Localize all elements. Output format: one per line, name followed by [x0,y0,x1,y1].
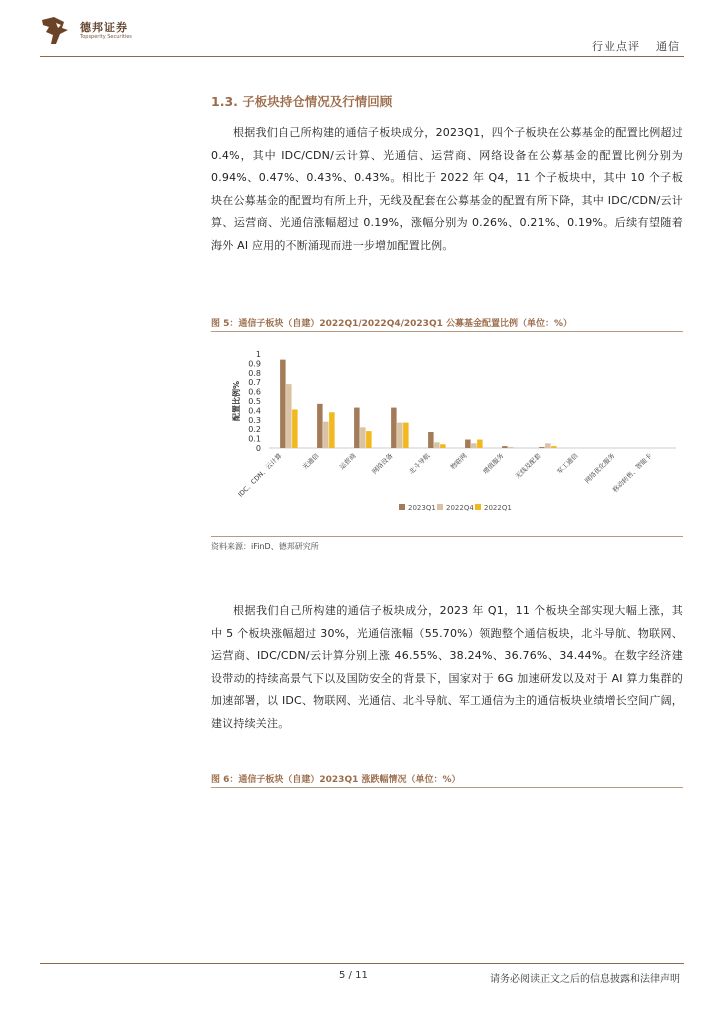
report-category [592,38,680,54]
report-type: 行业点评 [592,40,640,53]
header-divider [40,56,684,57]
bar-2022Q1 [551,446,557,448]
x-tick-label: 无线及配套 [513,451,543,481]
report-sector: 通信 [656,40,680,53]
y-tick-label: 0.5 [248,397,261,406]
y-tick-label: 1 [255,350,261,359]
x-tick-label: 移动转售、智能卡 [611,451,654,495]
logo-text-cn: 德邦证券 [80,21,128,34]
figure-5-source: 资料来源：iFinD、德邦研究所 [211,542,319,551]
footer-divider [40,963,684,964]
x-tick-label: 网络优化服务 [583,451,617,485]
figure-5-chart [211,338,683,533]
bar-2022Q4 [397,423,403,448]
figure-5-title-rule [211,331,683,332]
bar-2022Q4 [323,422,329,448]
bar-2023Q1 [502,446,508,448]
section-title: 1.3. 子板块持仓情况及行情回顾 [211,94,393,109]
y-tick-label: 0 [255,444,261,453]
page-number: 5 / 11 [339,970,368,981]
bar-2022Q1 [292,409,298,448]
body-paragraph-2 [211,600,683,735]
y-tick-label: 0.2 [248,425,261,435]
bar-2023Q1 [391,408,397,448]
bar-2023Q1 [465,440,471,448]
y-tick-label: 0.7 [248,378,261,388]
x-tick-label: 物联网 [449,451,469,472]
y-axis-label: 配置比例% [232,380,241,422]
y-tick-label: 0.1 [248,434,261,444]
y-tick-label: 0.4 [248,406,261,416]
bar-2023Q1 [428,432,434,448]
figure-6-title-rule [211,787,683,788]
paragraph-1-text: 根据我们自己所构建的通信子板块成分，2023Q1，四个子板块在公募基金的配置比例超过 0.4%，其中 IDC/CDN/云计算、光通信、运营商、网络设备在公募基金的配置比例分别为 0.94%、0.47%、0.43%、0.43%。相比于 2022 年 Q4，11 个子板块中，其中 10 个子板块在公募基金的配置均有所上升，无线及配套在公募基金的配置有所下降，其中 IDC/CDN/云计算、运营商、光通信涨幅超过 0.19%，涨幅分别为 0.26%、0.21%、0.19%。后续有望随着海外 AI 应用的不断涌现而进一步增加配置比例。 [211,126,683,252]
x-tick-label: 光通信 [301,451,321,472]
bar-2022Q4 [434,442,440,448]
x-tick-label: 运营商 [338,451,358,472]
x-tick-label: 增值服务 [481,451,506,476]
bar-2023Q1 [317,404,323,448]
y-tick-label: 0.3 [248,415,261,425]
bar-2023Q1 [539,447,545,448]
y-tick-label: 0.8 [248,368,261,378]
y-tick-label: 0.9 [248,359,261,369]
bar-2022Q4 [360,427,366,448]
company-logo [40,16,132,46]
x-tick-label: 军工通信 [555,451,580,476]
legend-label: 2022Q4 [446,504,474,512]
paragraph-2-text: 根据我们自己所构建的通信子板块成分，2023 年 Q1，11 个板块全部实现大幅上涨，其中 5 个板块涨幅超过 30%，光通信涨幅（55.70%）领跑整个通信板块，北斗导航、物联网、运营商、IDC/CDN/云计算分别上涨 46.55%、38.24%、36.76%、34.44%。在数字经济建设带动的持续高景气下以及国防安全的背景下，国家对于 6G 加速研发以及对于 AI 算力集群的加速部署，以 IDC、物联网、光通信、北斗导航、军工通信为主的通信板块业绩增长空间广阔，建议持续关注。 [211,604,683,730]
bar-2022Q1 [440,444,446,448]
body-paragraph-1 [211,122,683,257]
figure-6-title: 图 6：通信子板块（自建）2023Q1 涨跌幅情况（单位：%） [211,775,461,785]
legend-label: 2023Q1 [408,504,436,512]
legal-disclaimer: 请务必阅读正文之后的信息披露和法律声明 [490,974,680,985]
x-tick-label: 北斗导航 [407,451,432,476]
figure-5-bottom-rule [211,536,683,537]
bar-2022Q1 [366,431,372,448]
bar-2023Q1 [354,408,360,448]
legend-label: 2022Q1 [484,504,512,512]
bar-2022Q1 [329,412,335,448]
legend-swatch-2022Q1 [475,504,481,510]
figure-5-title: 图 5：通信子板块（自建）2022Q1/2022Q4/2023Q1 公募基金配置比例（单位：%） [211,319,573,329]
x-tick-label: IDC、CDN、云计算 [236,451,284,499]
bar-2022Q4 [286,384,292,448]
x-tick-label: 网络设备 [370,451,395,476]
bar-2022Q1 [477,440,483,448]
bar-2022Q4 [508,447,513,448]
logo-mark-icon [40,16,70,46]
bar-2023Q1 [280,360,286,448]
logo-text-en: Topsperity Securities [80,34,132,40]
bar-2022Q4 [471,443,477,448]
legend-swatch-2023Q1 [399,504,405,510]
bar-2022Q4 [545,443,551,448]
legend-swatch-2022Q4 [437,504,443,510]
bar-2022Q1 [403,423,409,448]
y-tick-label: 0.6 [248,387,261,397]
